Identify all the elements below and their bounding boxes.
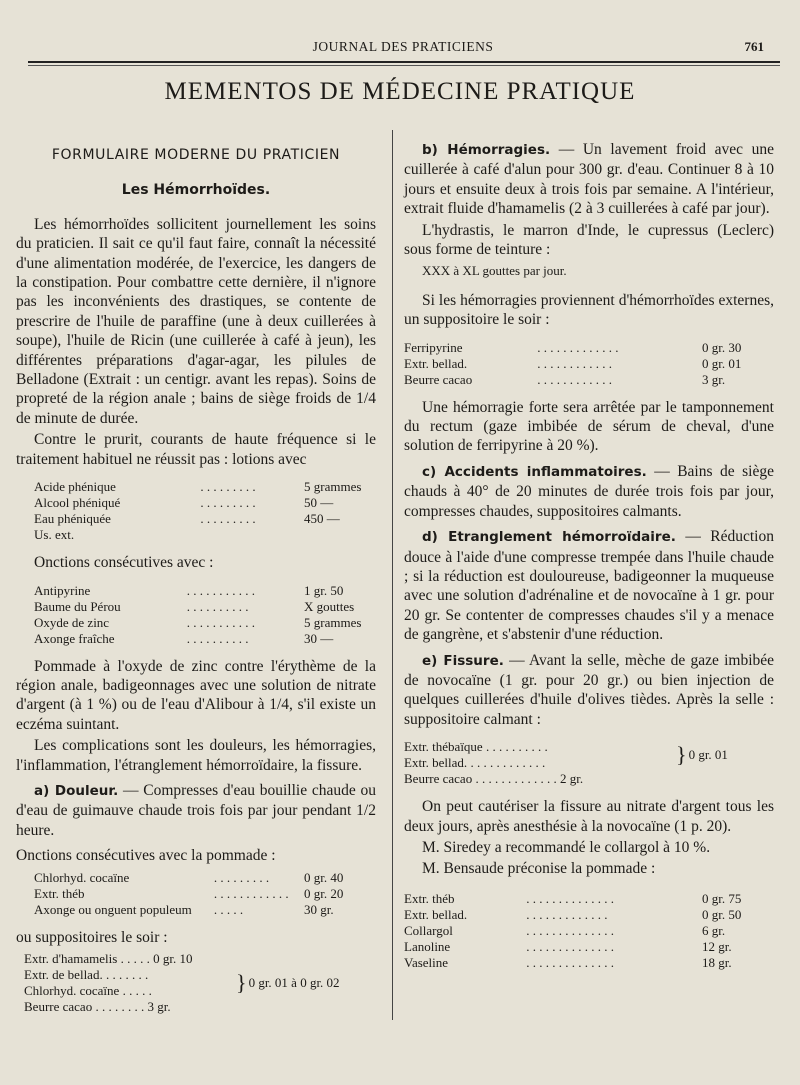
fissure-label: e) Fissure. [422, 652, 504, 669]
leader-dots: . . . . . . . . . . . . [537, 355, 612, 371]
fissure-formula [404, 739, 774, 787]
leader-dots: . . . . . . . . . . . . [213, 885, 289, 901]
douleur-paragraph [16, 781, 376, 840]
brace-icon: } [236, 969, 247, 995]
formula-row [24, 951, 376, 967]
ingredient-qty: 0 gr. 01 [702, 355, 742, 371]
ingredient-name: Chlorhyd. cocaïne . . . . . [24, 982, 152, 998]
leader-dots: . . . . . . . . . . . . . . [526, 890, 614, 906]
article-subtitle: Les Hémorrhoïdes. [121, 182, 271, 199]
ingredient-qty: 0 gr. 01 [688, 747, 728, 763]
leader-dots: . . . . . . . . . . . . . . [526, 938, 614, 954]
ingredient-name: Vaseline [404, 954, 449, 970]
formula-row [16, 599, 376, 615]
formula-row [404, 923, 774, 939]
formula-row [404, 955, 774, 971]
ingredient-name: Antipyrine [34, 582, 91, 598]
leader-dots: . . . . . . . . . [200, 479, 256, 495]
forte-paragraph: Une hémorragie forte sera arrêtée par le tamponnement du rectum (gaze imbibée de sérum de cheval, d'une solution de ferripyrine à 20 %). [404, 398, 774, 455]
hemorragies-label: b) Hémorragies. [422, 142, 551, 158]
cauteriser-paragraph: On peut cautériser la fissure au nitrate d'argent tous les deux jours, après anesthésie à la novocaïne (1 p. 20). [404, 798, 774, 835]
ingredient-qty: 0 gr. 10 [153, 950, 193, 966]
ingredient-qty: 18 gr. [702, 954, 732, 970]
accidents-text: — Bains de siège chauds à 40° de 20 minutes de durée trois fois par jour, compresses chaudes, suppositoires calmants. [404, 462, 774, 520]
onctions-formula [16, 583, 376, 647]
formula-row [16, 527, 376, 543]
ingredient-qty: 1 gr. 50 [304, 582, 344, 598]
formula-row [404, 907, 774, 923]
ingredient-name: Extr. théb [34, 885, 85, 901]
usage-note: Us. ext. [34, 527, 75, 543]
leader-dots: . . . . . . . . . . . . . . [526, 954, 614, 970]
leader-dots: . . . . . . . . . [200, 511, 256, 527]
ingredient-qty: 2 gr. [559, 771, 584, 787]
formula-row [16, 511, 376, 527]
ingredient-name: Axonge ou onguent populeum [34, 901, 192, 917]
ingredient-qty: X gouttes [304, 598, 355, 614]
fissure-text: — Avant la selle, mèche de gaze imbibée de novocaïne (1 gr. pour 20 gr.) ou bien injection de quelques cuillerées d'huile d'olives tièdes. Après la selle : suppositoire calmant : [404, 651, 775, 728]
page-number: 761 [744, 39, 764, 54]
ingredient-qty: 0 gr. 75 [702, 890, 742, 906]
formula-row [16, 631, 376, 647]
hemorragies-paragraph [404, 140, 774, 219]
ingredient-qty: 0 gr. 40 [304, 869, 344, 885]
leader-dots: . . . . . . . . [92, 998, 148, 1014]
suppo-label: ou suppositoires le soir : [16, 928, 168, 946]
ingredient-qty: 30 gr. [304, 901, 334, 917]
leader-dots: . . . . . . . . . . [186, 630, 249, 646]
hemorragies-text: — Un lavement froid avec une cuillerée à café d'alun pour 300 gr. d'eau. Continuer 8 à 10 jours et ensuite deux à trois fois par semaine. A l'intérieur, extrait fluide d'hamamelis (2 à 3 cuillerées à café par jour). [404, 141, 774, 218]
pommade-paragraph: Pommade à l'oxyde de zinc contre l'érythème de la région anale, badigeonnages avec une solution de nitrate d'argent (à 1 %) ou de l'eau d'Alibour à 1/4, s'il existe un eczéma suintant. [16, 657, 376, 733]
formula-row [16, 583, 376, 599]
leader-dots: . . . . . . . . . . . . . [526, 906, 608, 922]
pommade-formula [16, 870, 376, 918]
ingredient-name: Beurre cacao [24, 998, 93, 1014]
leader-dots: . . . . . . . . . . . . . . [526, 922, 614, 938]
ingredient-name: Extr. bellad. . . . . . . . . . . . . [404, 755, 546, 771]
bensaude-formula [404, 891, 774, 971]
ingredient-qty: 50 — [304, 495, 334, 511]
ingredient-qty: 6 gr. [702, 922, 726, 938]
page-title: MEMENTOS DE MÉDECINE PRATIQUE [164, 78, 636, 105]
formula-row [404, 939, 774, 955]
hydrastis-paragraph: L'hydrastis, le marron d'Inde, le cupressus (Leclerc) sous forme de teinture : [404, 221, 774, 259]
onctions2-label: Onctions consécutives avec la pommade : [16, 847, 276, 865]
formula-row [404, 340, 774, 356]
leader-dots: . . . . . . . . . . . . . [472, 771, 560, 787]
ingredient-name: Chlorhyd. cocaïne [34, 869, 130, 885]
ingredient-qty: 0 gr. 50 [702, 906, 742, 922]
ingredient-qty: 0 gr. 20 [304, 885, 344, 901]
formula-row [16, 615, 376, 631]
journal-title: JOURNAL DES PRATICIENS [312, 39, 494, 54]
ingredient-name: Beurre cacao [404, 771, 473, 787]
ingredient-name: Acide phénique [34, 479, 116, 495]
ingredient-name: Beurre cacao [404, 371, 473, 387]
ingredient-name: Collargol [404, 922, 453, 938]
leader-dots: . . . . . . . . . [213, 869, 270, 885]
leader-dots: . . . . . [213, 901, 244, 917]
column-divider [392, 130, 393, 1020]
ingredient-name: Eau phéniquée [34, 511, 111, 527]
leader-dots: . . . . . . . . . . . . . [537, 339, 619, 355]
etranglement-paragraph [404, 527, 774, 644]
formula-row [404, 891, 774, 907]
ingredient-name: Ferripyrine [404, 339, 463, 355]
onctions-label: Onctions consécutives avec : [34, 554, 214, 572]
left-column [16, 142, 376, 1015]
ingredient-name: Extr. d'hamamelis [24, 950, 118, 966]
ingredient-name: Lanoline [404, 938, 451, 954]
ingredient-name: Axonge fraîche [34, 630, 115, 646]
ingredient-name: Extr. bellad. [404, 355, 468, 371]
ingredient-name: Extr. théb [404, 890, 455, 906]
formula-row [16, 479, 376, 495]
running-header [28, 36, 778, 60]
ingredient-qty: 5 grammes [304, 479, 362, 495]
formula-row [404, 372, 774, 388]
header-rule [28, 61, 780, 63]
formula-row [16, 902, 376, 918]
accidents-label: c) Accidents inflammatoires. [422, 463, 647, 480]
braced-names [24, 967, 234, 999]
ingredient-qty: 30 — [304, 630, 334, 646]
ingredient-name: Alcool phéniqué [34, 495, 121, 511]
header-rule-thin [28, 65, 780, 66]
section-title: FORMULAIRE MODERNE DU PRATICIEN [51, 147, 341, 163]
ingredient-qty: 3 gr. [147, 998, 171, 1014]
leader-dots: . . . . . . . . . . . . [537, 371, 612, 387]
ingredient-qty: 12 gr. [702, 938, 732, 954]
ingredient-name: Baume du Pérou [34, 598, 121, 614]
ingredient-qty: 0 gr. 01 à 0 gr. 02 [248, 974, 340, 990]
leader-dots: . . . . . . . . . . . [186, 614, 255, 630]
formula-row [404, 771, 774, 787]
ingredient-name: Extr. thébaïque . . . . . . . . . . [404, 739, 548, 755]
etranglement-text: — Réduction douce à l'aide d'une compresse trempée dans l'huile chaude ; si la réduction est douloureuse, badigeonner la muqueuse avec une solution d'adrénaline et de novocaïne à 1 gr. pour 20 gr. Se contenter de compresses chaudes s'il y a menace de gangrène, et s'abstenir d'une réduction. [404, 528, 774, 644]
brace-icon: } [676, 742, 687, 768]
ingredient-qty: 5 grammes [304, 614, 362, 630]
complications-paragraph: Les complications sont les douleurs, les hémorragies, l'inflammation, l'étranglement hémorroïdaire, la fissure. [16, 737, 376, 774]
leader-dots: . . . . . . . . . . . [186, 582, 255, 598]
lotion-formula [16, 479, 376, 543]
braced-group [404, 739, 744, 771]
formula-row [16, 495, 376, 511]
formula-row [16, 886, 376, 902]
suppo-ext-formula [404, 340, 774, 388]
ingredient-qty: 450 — [304, 511, 340, 527]
leader-dots: . . . . . . . . . . [186, 598, 249, 614]
accidents-paragraph [404, 462, 774, 521]
braced-group [24, 967, 344, 999]
braced-names [404, 739, 674, 771]
ingredient-qty: 0 gr. 30 [702, 339, 742, 355]
etranglement-label: d) Etranglement hémorroïdaire. [422, 529, 676, 546]
ingredient-name: Extr. de bellad. . . . . . . . [24, 966, 149, 982]
formula-row [404, 356, 774, 372]
bensaude-paragraph: M. Bensaude préconise la pommade : [422, 860, 656, 878]
hydrastis-dose: XXX à XL gouttes par jour. [422, 263, 567, 279]
douleur-text: — Compresses d'eau bouillie chaude ou d'eau de guimauve chaude trois fois par jour pendant 1/2 heure. [16, 781, 376, 839]
douleur-label: a) Douleur. [34, 782, 119, 799]
prurit-paragraph: Contre le prurit, courants de haute fréquence si le traitement habituel ne réussit pas : lotions avec [16, 431, 376, 468]
externes-paragraph: Si les hémorragies proviennent d'hémorrhoïdes externes, un suppositoire le soir : [404, 291, 774, 329]
suppo-formula [16, 951, 376, 1015]
ingredient-name: Oxyde de zinc [34, 614, 110, 630]
ingredient-name: Extr. bellad. [404, 906, 468, 922]
leader-dots: . . . . . [117, 950, 154, 966]
ingredient-qty: 3 gr. [702, 371, 726, 387]
leader-dots: . . . . . . . . . [200, 495, 256, 511]
formula-row [16, 870, 376, 886]
fissure-paragraph [404, 651, 774, 730]
right-column [404, 140, 774, 981]
siredey-paragraph: M. Siredey a recommandé le collargol à 10 %. [422, 838, 711, 856]
intro-paragraph: Les hémorrhoïdes sollicitent journellement les soins du praticien. Il sait ce qu'il faut faire, connaît la nécessité d'une alimentation modérée, de l'exercice, les dangers de la constipation. Pour combattre cette dernière, il n'ignore pas les inconvénients des drastiques, se contente de prescrire de l'huile de paraffine (une à deux cuillerées à soupe), l'huile de Ricin (une cuillerée à café à jeun), les différentes préparations d'agar-agar, les pilules de Belladone (Extrait : un centigr. avant les repas). Soins de propreté de la région anale ; bains de siège froids de 1/4 de minute de durée. [16, 215, 376, 427]
formula-row [24, 999, 376, 1015]
